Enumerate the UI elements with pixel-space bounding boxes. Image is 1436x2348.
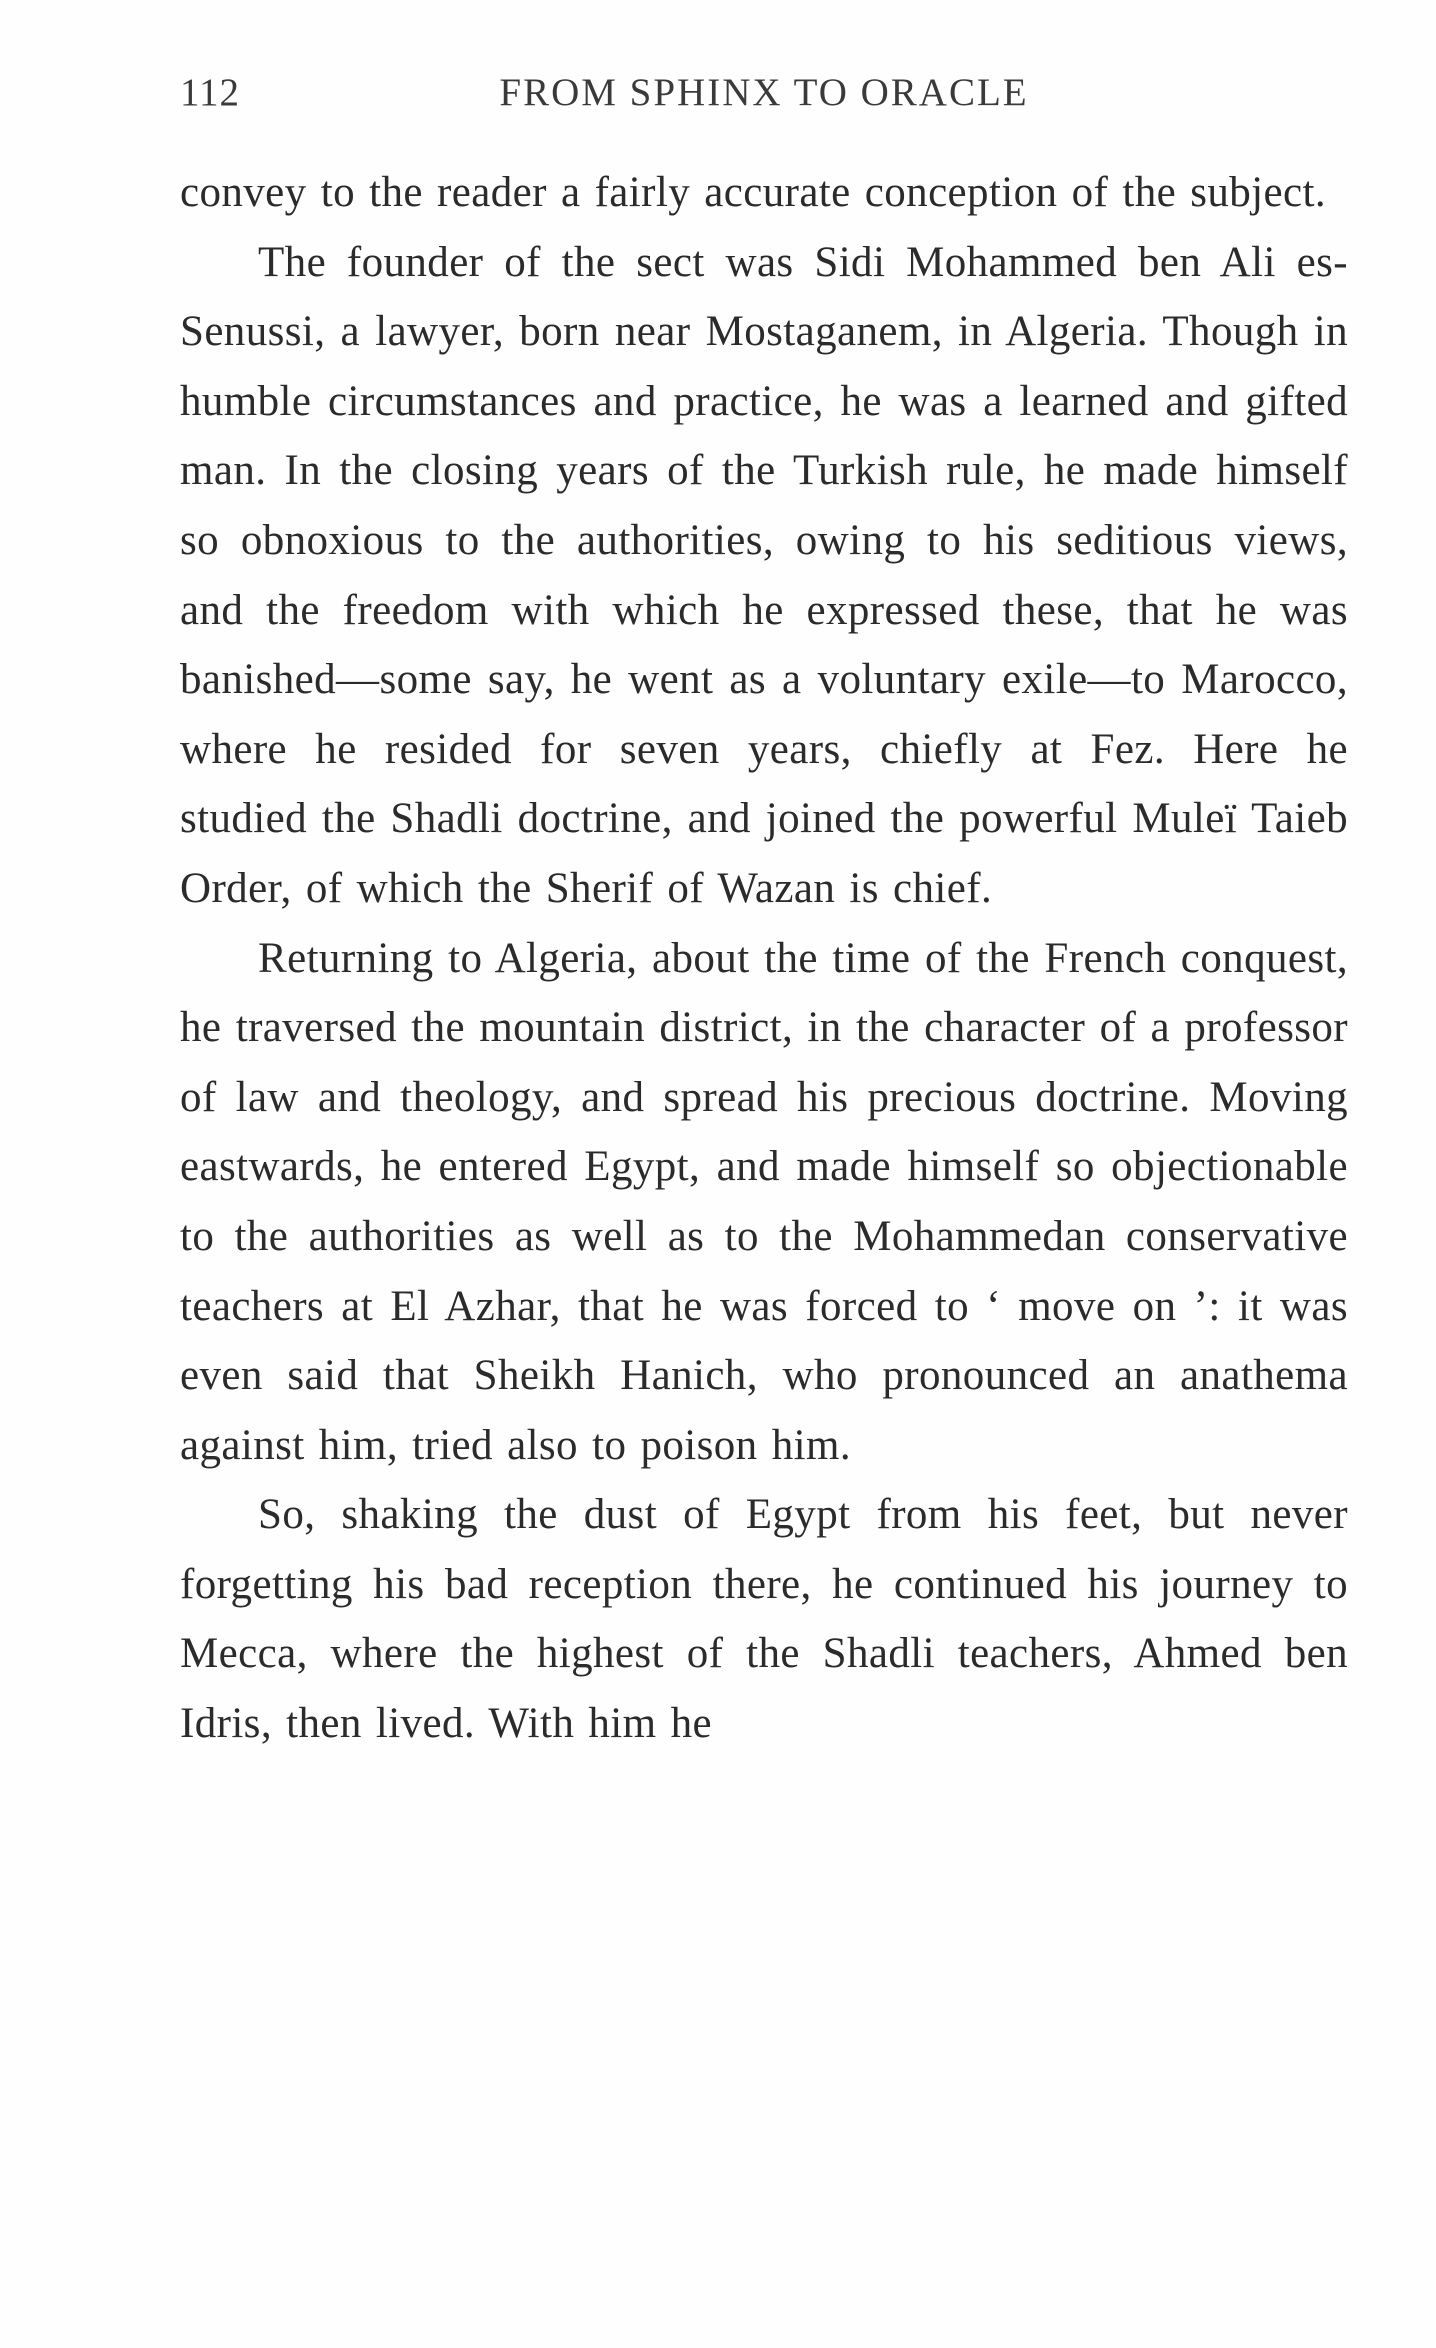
- paragraph-founder: The founder of the sect was Sidi Mohammed ben Ali es-Senussi, a lawyer, born near Mostaganem, in Algeria. Though in humble circumstances and practice, he was a learned and gifted man. In the closing years of the Turkish rule, he made himself so obnoxious to the authorities, owing to his seditious views, and the freedom with which he expressed these, that he was banished—some say, he went as a voluntary exile—to Marocco, where he resided for seven years, chiefly at Fez. Here he studied the Shadli doctrine, and joined the powerful Muleï Taieb Order, of which the Sherif of Wazan is chief.: [180, 238, 1348, 912]
- page-header: [180, 70, 1348, 120]
- page-number: 112: [180, 71, 241, 114]
- paragraph-continuation: convey to the reader a fairly accurate conception of the subject.: [180, 169, 1326, 216]
- body-text: [180, 158, 1348, 1759]
- paragraph-journey: So, shaking the dust of Egypt from his feet, but never forgetting his bad reception there, he continued his journey to Mecca, where the highest of the Shadli teachers, Ahmed ben Idris, then lived. With him he: [180, 1491, 1348, 1748]
- paragraph-returning: Returning to Algeria, about the time of the French conquest, he traversed the mountain district, in the character of a professor of law and theology, and spread his precious doctrine. Moving eastwards, he entered Egypt, and made himself so objectionable to the authorities as well as to the Mohammedan conservative teachers at El Azhar, that he was forced to ‘ move on ’: it was even said that Sheikh Hanich, who pronounced an anathema against him, tried also to poison him.: [180, 934, 1348, 1469]
- running-title: FROM SPHINX TO ORACLE: [499, 71, 1029, 114]
